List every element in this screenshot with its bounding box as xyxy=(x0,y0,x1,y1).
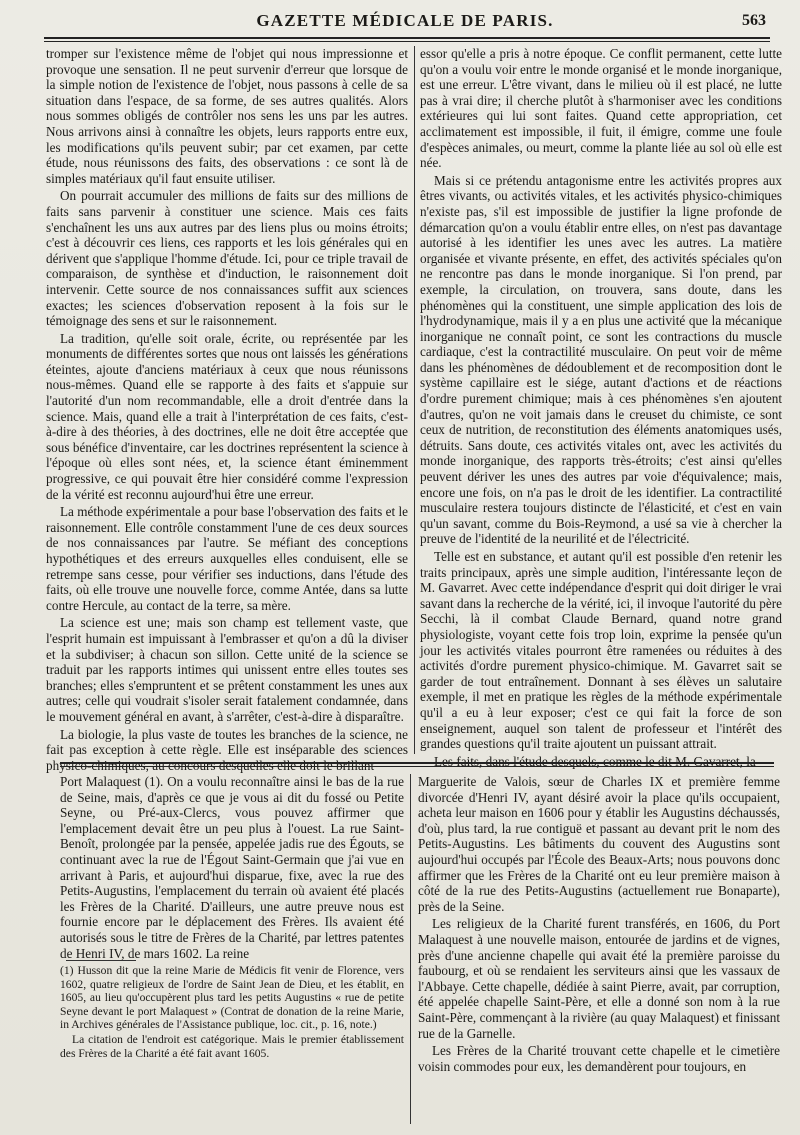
paragraph: Telle est en substance, et autant qu'il est possible d'en retenir les traits principaux, après une simple audition, l'intéressante leçon de M. Gavarret. Avec cette indépendance d'esprit qui doit diriger le vrai savant dans la recherche de la vérité, ici, il invoque l'autorité du père Secchi, là il combat Claude Bernard, quand notre grand physiologiste, voyant cette fois trop loin, exprime la pensée qu'un jour les activités vitales pourront être ramenées ou réduites à des activités d'ordre purement physico-chimique. M. Gavarret sait se garder de tout entraînement. Donnant à ses élèves un salutaire exemple, il met en pratique les règles de la méthode expérimentale qu'il a eu à leur exposer; c'est ce qui fait la force de son enseignement, auquel son talent de professeur et l'intérêt des grandes questions qu'il traite ajoutent un puissant attrait. xyxy=(420,549,782,752)
header-rule-thin xyxy=(44,41,770,42)
article-column-right xyxy=(420,46,782,769)
footnote-text: (1) Husson dit que la reine Marie de Médicis fit venir de Florence, vers 1602, quatre religieux de l'ordre de Saint Jean de Dieu, et les établit, en 1605, au lieu qu'occupèrent plus tard les petits Augustins « rue de petite Seyne devant le port Malaquest » (Contrat de donation de la reine Marie, in Archives générales de l'Assistance publique, loc. cit., p. 16, note.) xyxy=(60,964,404,1032)
paragraph: La biologie, la plus vaste de toutes les branches de la science, ne fait pas exception à cette règle. Elle est inséparable des sciences physico-chimiques, au concours desquelles elle doit le brillant xyxy=(46,726,408,773)
section-rule xyxy=(60,762,774,764)
article-column-left xyxy=(46,46,408,773)
paragraph: tromper sur l'existence même de l'objet qui nous impressionne et provoque une sensation. Il ne peut survenir d'erreur que lorsque de la simple notion de l'existence de l'objet, nous passons à celle de sa situation dans l'espace, de sa forme, de ses autres qualités. Alors nous sommes obligés de contrôler nos sens les uns par les autres. Nous arrivons ainsi à connaître les objets, leurs rapports entre eux, les modifications qu'ils peuvent subir; par cet examen, par cette étude, nous réunissons des faits, des observations : ce sont là de simples matériaux qu'il faut ensuite utiliser. xyxy=(46,46,408,186)
paragraph: On pourrait accumuler des millions de faits sur des millions de faits sans parvenir à constituer une science. Mais ces faits s'enchaînent les uns aux autres par des liens plus ou moins étroits; c'est à découvrir ces liens, ces rapports et les lois générales qui en dérivent que s'applique l'homme d'étude. Ici, pour ce triple travail de comparaison, de synthèse et d'induction, le raisonnement doit intervenir. Cette source de nos connaissances suffit aux sciences exactes; les sciences d'observation reposent à la fois sur le témoignage des sens et sur le raisonnement. xyxy=(46,188,408,329)
paragraph: Les Frères de la Charité trouvant cette chapelle et le cimetière voisin commodes pour eux, les demandèrent pour toujours, en xyxy=(418,1043,780,1074)
footnote-text: La citation de l'endroit est catégorique. Mais le premier établissement des Frères de la Charité a été fait avant 1605. xyxy=(60,1032,404,1060)
page-number: 563 xyxy=(742,12,766,29)
running-head xyxy=(40,6,770,36)
paragraph: Les religieux de la Charité furent transférés, en 1606, du Port Malaquest à une nouvelle maison, entourée de jardins et de vignes, près d'une ancienne chapelle qui avait été la première paroisse du faubourg, et où se rendaient les serviteurs ainsi que les vassaux de l'Abbaye. Cette chapelle, dédiée à saint Pierre, avait, par corruption, été appelée chapelle Saint-Père, et elle a donné son nom à la rue Saint-Père, commençant à la rivière (au quay Malaquest) et finissant rue de la Garnelle. xyxy=(418,916,780,1041)
feuilleton-column-left xyxy=(60,774,404,961)
paragraph: essor qu'elle a pris à notre époque. Ce conflit permanent, cette lutte qu'on a voulu voir entre le monde organisé et le monde inorganique, est une erreur. L'être vivant, dans le milieu où il est placé, ne lutte pas à vrai dire; il cherche plutôt à s'harmoniser avec les conditions extérieures qui lui sont faites. Quand cette appropriation, cet acclimatement est impossible, il fuit, il émigre, comme une foule d'espèces animales, ou meurt, comme la plante liée au sol où elle est née. xyxy=(420,46,782,171)
paragraph: Marguerite de Valois, sœur de Charles IX et première femme divorcée d'Henri IV, ayant désiré avoir la place qu'ils occupaient, acheta leur maison en 1606 pour y établir les Augustins déchaussés, d'où, plus tard, la rue contiguë et passant au devant prit le nom des Petits-Augustins. Les bâtiments du couvent des Augustins sont aujourd'hui occupés par l'École des Beaux-Arts; nous pouvons donc affirmer que les Frères de la Charité ont eu leur première maison à côté de la rue des Petits-Augustins (actuellement rue Bonaparte), près de la Seine. xyxy=(418,774,780,914)
footnote xyxy=(60,964,404,1084)
journal-title: GAZETTE MÉDICALE DE PARIS. xyxy=(256,11,554,30)
paragraph: La tradition, qu'elle soit orale, écrite, ou représentée par les monuments de différentes sortes que nous ont laissés les générations éteintes, ajoute d'anciens matériaux à ceux que nous réunissons nous-mêmes. Quand elle se rapporte à des faits et s'appuie sur l'autorité d'un nom recommandable, elle a droit d'entrée dans la science. Mais, quand elle a trait à l'interprétation de ces faits, c'est-à-dire à des théories, à des doctrines, elle ne doit être acceptée que sous bénéfice d'inventaire, car les doctrines représentent la science à l'époque où elles sont nées, et, la science étant éminemment progressive, ce qui pouvait être hier considéré comme l'expression de la vérité est reconnu aujourd'hui être une erreur. xyxy=(46,330,408,502)
paragraph: Mais si ce prétendu antagonisme entre les activités propres aux êtres vivants, ou activités vitales, et les activités physico-chimiques n'existe pas, s'il est impossible de justifier la ligne profonde de démarcation qu'on a voulu établir entre elles, on n'est pas davantage autorisé à les identifier les unes avec les autres. La matière organisée et vivante présente, en effet, des activités spéciales qu'on ne rencontre pas dans le monde inorganique. Si l'on prend, par exemple, la circulation, on trouvera, sans doute, dans les phénomènes qui la constituent, une simple application des lois de l'hydrodynamique, mais il y a en plus une activité que la mécanique inorganique ne connaît point, ce sont les contractions du muscle cardiaque, c'est la contractilité musculaire. On peut voir de même dans les phénomènes de dédoublement et de recomposition dont le système capillaire est le siége, autant d'actions et de réactions d'ordre purement chimique; mais à ces phénomènes s'en ajoutent d'autres, qu'on ne voit jamais dans le creuset du chimiste, ce sont ceux de nutrition, de reconstitution des éléments anatomiques usés, détruits. Sans doute, ces activités vitales ont, avec les activités du monde inorganique, des rapports très-étroits; c'est ainsi qu'elles peuvent dériver les unes des autres par voie d'équivalence; mais, encore une fois, on n'a pas le droit de les identifier. La contractilité musculaire restera toujours distincte de l'élasticité, et c'est en vain qu'un savant, comme du Bois-Reymond, a usé sa vie à chercher la preuve de l'identité de la neurilité et de l'électricité. xyxy=(420,172,782,547)
paragraph: La science est une; mais son champ est tellement vaste, que l'esprit humain est impuissant à l'embrasser et qu'on a dû la diviser et la subdiviser; à chacun son sillon. Cette unité de la science se traduit par les rapports intimes qui unissent entre elles toutes ses branches; elles s'empruntent et se prêtent constamment les unes aux autres; celle qui voudrait s'isoler serait fatalement condamnée, dans le mouvement général en avant, à s'arrêter, c'est-à-dire à disparaître. xyxy=(46,615,408,724)
feuilleton-column-right xyxy=(418,774,780,1126)
footnote-rule xyxy=(66,960,136,961)
paragraph: Les faits, dans l'étude desquels, comme le dit M. Gavarret, la xyxy=(434,753,756,769)
section-rule-thin xyxy=(60,766,774,767)
column-divider xyxy=(410,774,411,1124)
paragraph: Port Malaquest (1). On a voulu reconnaître ainsi le bas de la rue de Seine, mais, d'après ce que je vous ai dit du fossé ou Petite Seyne, ou Pré-aux-Clercs, vous pouvez affirmer que l'emplacement devait être un peu plus à l'ouest. La rue Saint-Benoît, prolongée par la pensée, appelée jadis rue des Égouts, se continuant avec la rue de l'Égout Saint-Germain que j'ai vue en arrivant à Paris, et aujourd'hui disparue, fixe, avec la rue des Petits-Augustins, l'emplacement du terrain où avaient été placés les Frères de la Charité. D'ailleurs, une autre preuve nous est fournie encore par le déplacement des Frères. Ils avaient été autorisés sous le titre de Frères de la Charité, par lettres patentes de Henri IV, de mars 1602. La reine xyxy=(60,774,404,961)
paragraph: La méthode expérimentale a pour base l'observation des faits et le raisonnement. Elle contrôle constamment l'une de ces deux sources de nos connaissances par l'autre. Se méfiant des conceptions hypothétiques et des erreurs auxquelles elles conduisent, elle se retrempe sans cesse, pour vérifier ses inductions, dans l'étude des faits, où elle trouve une nouvelle force, comme Antée, dans sa lutte contre Hercule, au contact de la terre, sa mère. xyxy=(46,504,408,613)
column-divider xyxy=(414,46,415,754)
header-rule xyxy=(44,37,770,39)
